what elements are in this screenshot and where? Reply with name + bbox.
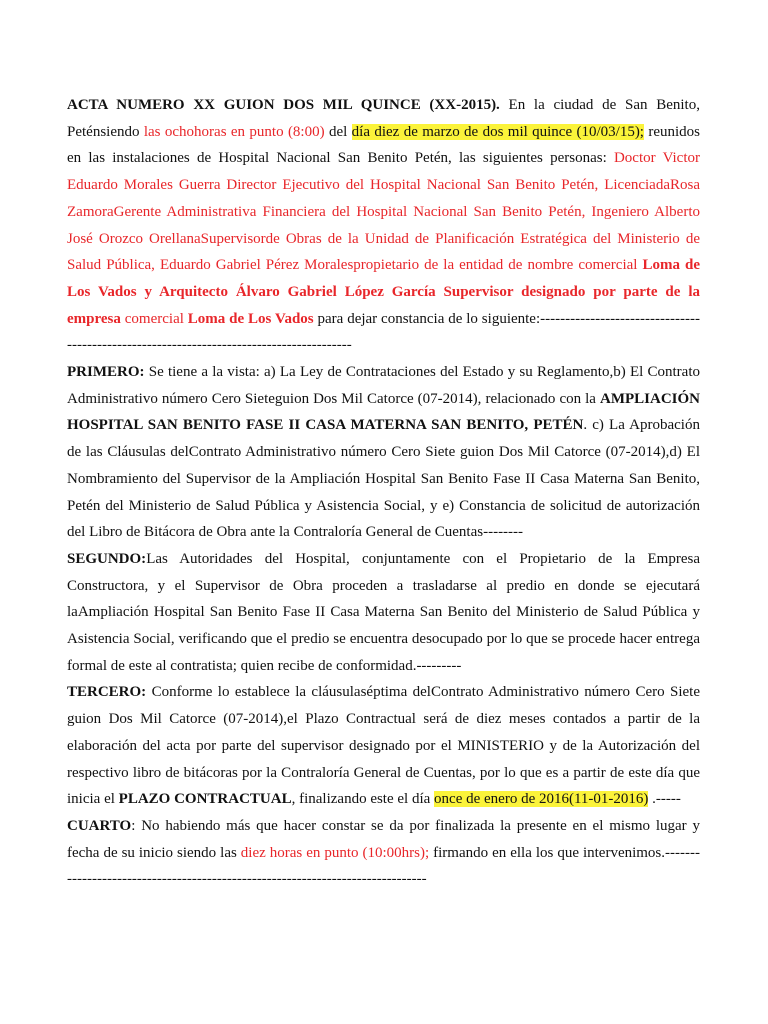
- project-name: AMPLIACIÓN HOSPITAL SAN BENITO FASE II CASA MATERNA SAN BENITO, PETÉN: [67, 390, 700, 434]
- cuarto-paragraph: [67, 813, 700, 893]
- attendees-bold: Loma de Los Vados y Arquitecto Álvaro Gabriel López García Supervisor designado por parte de la empresa: [67, 257, 701, 327]
- company-name: Loma de Los Vados: [187, 310, 314, 327]
- meeting-time: las ochohoras en punto (8:00): [143, 123, 325, 140]
- tercero-paragraph: [67, 679, 700, 813]
- acta-heading: ACTA NUMERO XX GUION DOS MIL QUINCE (XX-2015).: [67, 97, 500, 113]
- attendees-comercial: comercial: [120, 310, 188, 327]
- opening-connector: del: [324, 123, 352, 140]
- cuarto-text: : No habiendo más que hacer constar se da por finalizada la presente en el mismo lugar y fecha de su inicio siendo las: [67, 817, 700, 861]
- tercero-text: Conforme lo establece la cláusulaséptima delContrato Administrativo número Cero Siete guion Dos Mil Catorce (07-2014),el Plazo Contractual será de diez meses contados a partir de la elaboración del acta por parte del supervisor designado por el MINISTERIO y de la Autorización del respectivo libro de bitácoras por la Contraloría General de Cuentas, por lo que es a partir de este día que inicia el: [67, 684, 700, 808]
- tercero-label: TERCERO:: [67, 684, 147, 701]
- meeting-date: día diez de marzo de dos mil quince (10/03/15);: [351, 123, 644, 140]
- opening-location: reunidos en las instalaciones de Hospital Nacional San Benito Petén, las siguientes personas:: [67, 123, 701, 167]
- cuarto-closing: firmando en ella los que intervenimos.-------------------------------------------------------------------------------: [67, 844, 700, 888]
- primero-text-2: . c) La Aprobación de las Cláusulas delContrato Administrativo número Cero Siete guion Dos Mil Catorce (07-2014),d) El Nombramiento del Supervisor de la Ampliación Hospital San Benito Fase II Casa Materna San Benito, Petén del Ministerio de Salud Pública y Asistencia Social, y e) Constancia de solicitud de autorización del Libro de Bitácora de Obra ante la Contraloría General de Cuentas--------: [67, 417, 700, 541]
- segundo-paragraph: [67, 546, 700, 680]
- primero-paragraph: [67, 359, 700, 546]
- opening-text: En la ciudad de San Benito, Peténsiendo: [67, 97, 700, 140]
- tercero-text-2: , finalizando este el día: [291, 791, 435, 808]
- tercero-closing: .-----: [648, 791, 681, 808]
- attendees-list: Doctor Victor Eduardo Morales Guerra Director Ejecutivo del Hospital Nacional San Benito Petén, LicenciadaRosa ZamoraGerente Administrativa Financiera del Hospital Nacional San Benito Petén, Ingeniero Alberto José Orozco OrellanaSupervisorde Obras de la Unidad de Planificación Estratégica del Ministerio de Salud Pública, Eduardo Gabriel Pérez Moralespropietario de la entidad de nombre comercial: [67, 150, 700, 274]
- plazo-contractual: PLAZO CONTRACTUAL: [118, 791, 292, 808]
- opening-closing: para dejar constancia de lo siguiente:-----------------------------------------------------------------------------------------: [67, 310, 700, 354]
- closing-time: diez horas en punto (10:00hrs);: [240, 844, 430, 861]
- primero-text: Se tiene a la vista: a) La Ley de Contrataciones del Estado y su Reglamento,b) El Contrato Administrativo número Cero Sieteguion Dos Mil Catorce (07-2014), relacionado con la: [67, 364, 700, 407]
- segundo-label: SEGUNDO:: [67, 550, 147, 567]
- primero-label: PRIMERO:: [67, 364, 145, 381]
- opening-paragraph: [67, 92, 700, 359]
- cuarto-label: CUARTO: [67, 817, 132, 834]
- segundo-text: Las Autoridades del Hospital, conjuntamente con el Propietario de la Empresa Constructora, y el Supervisor de Obra proceden a trasladarse al predio en donde se ejecutará laAmpliación Hospital San Benito Fase II Casa Materna San Benito del Ministerio de Salud Pública y Asistencia Social, verificando que el predio se encuentra desocupado por lo que se procede hacer entrega formal de este al contratista; quien recibe de conformidad.---------: [67, 550, 700, 674]
- acta-document: [67, 92, 700, 893]
- end-date: once de enero de 2016(11-01-2016): [434, 791, 649, 808]
